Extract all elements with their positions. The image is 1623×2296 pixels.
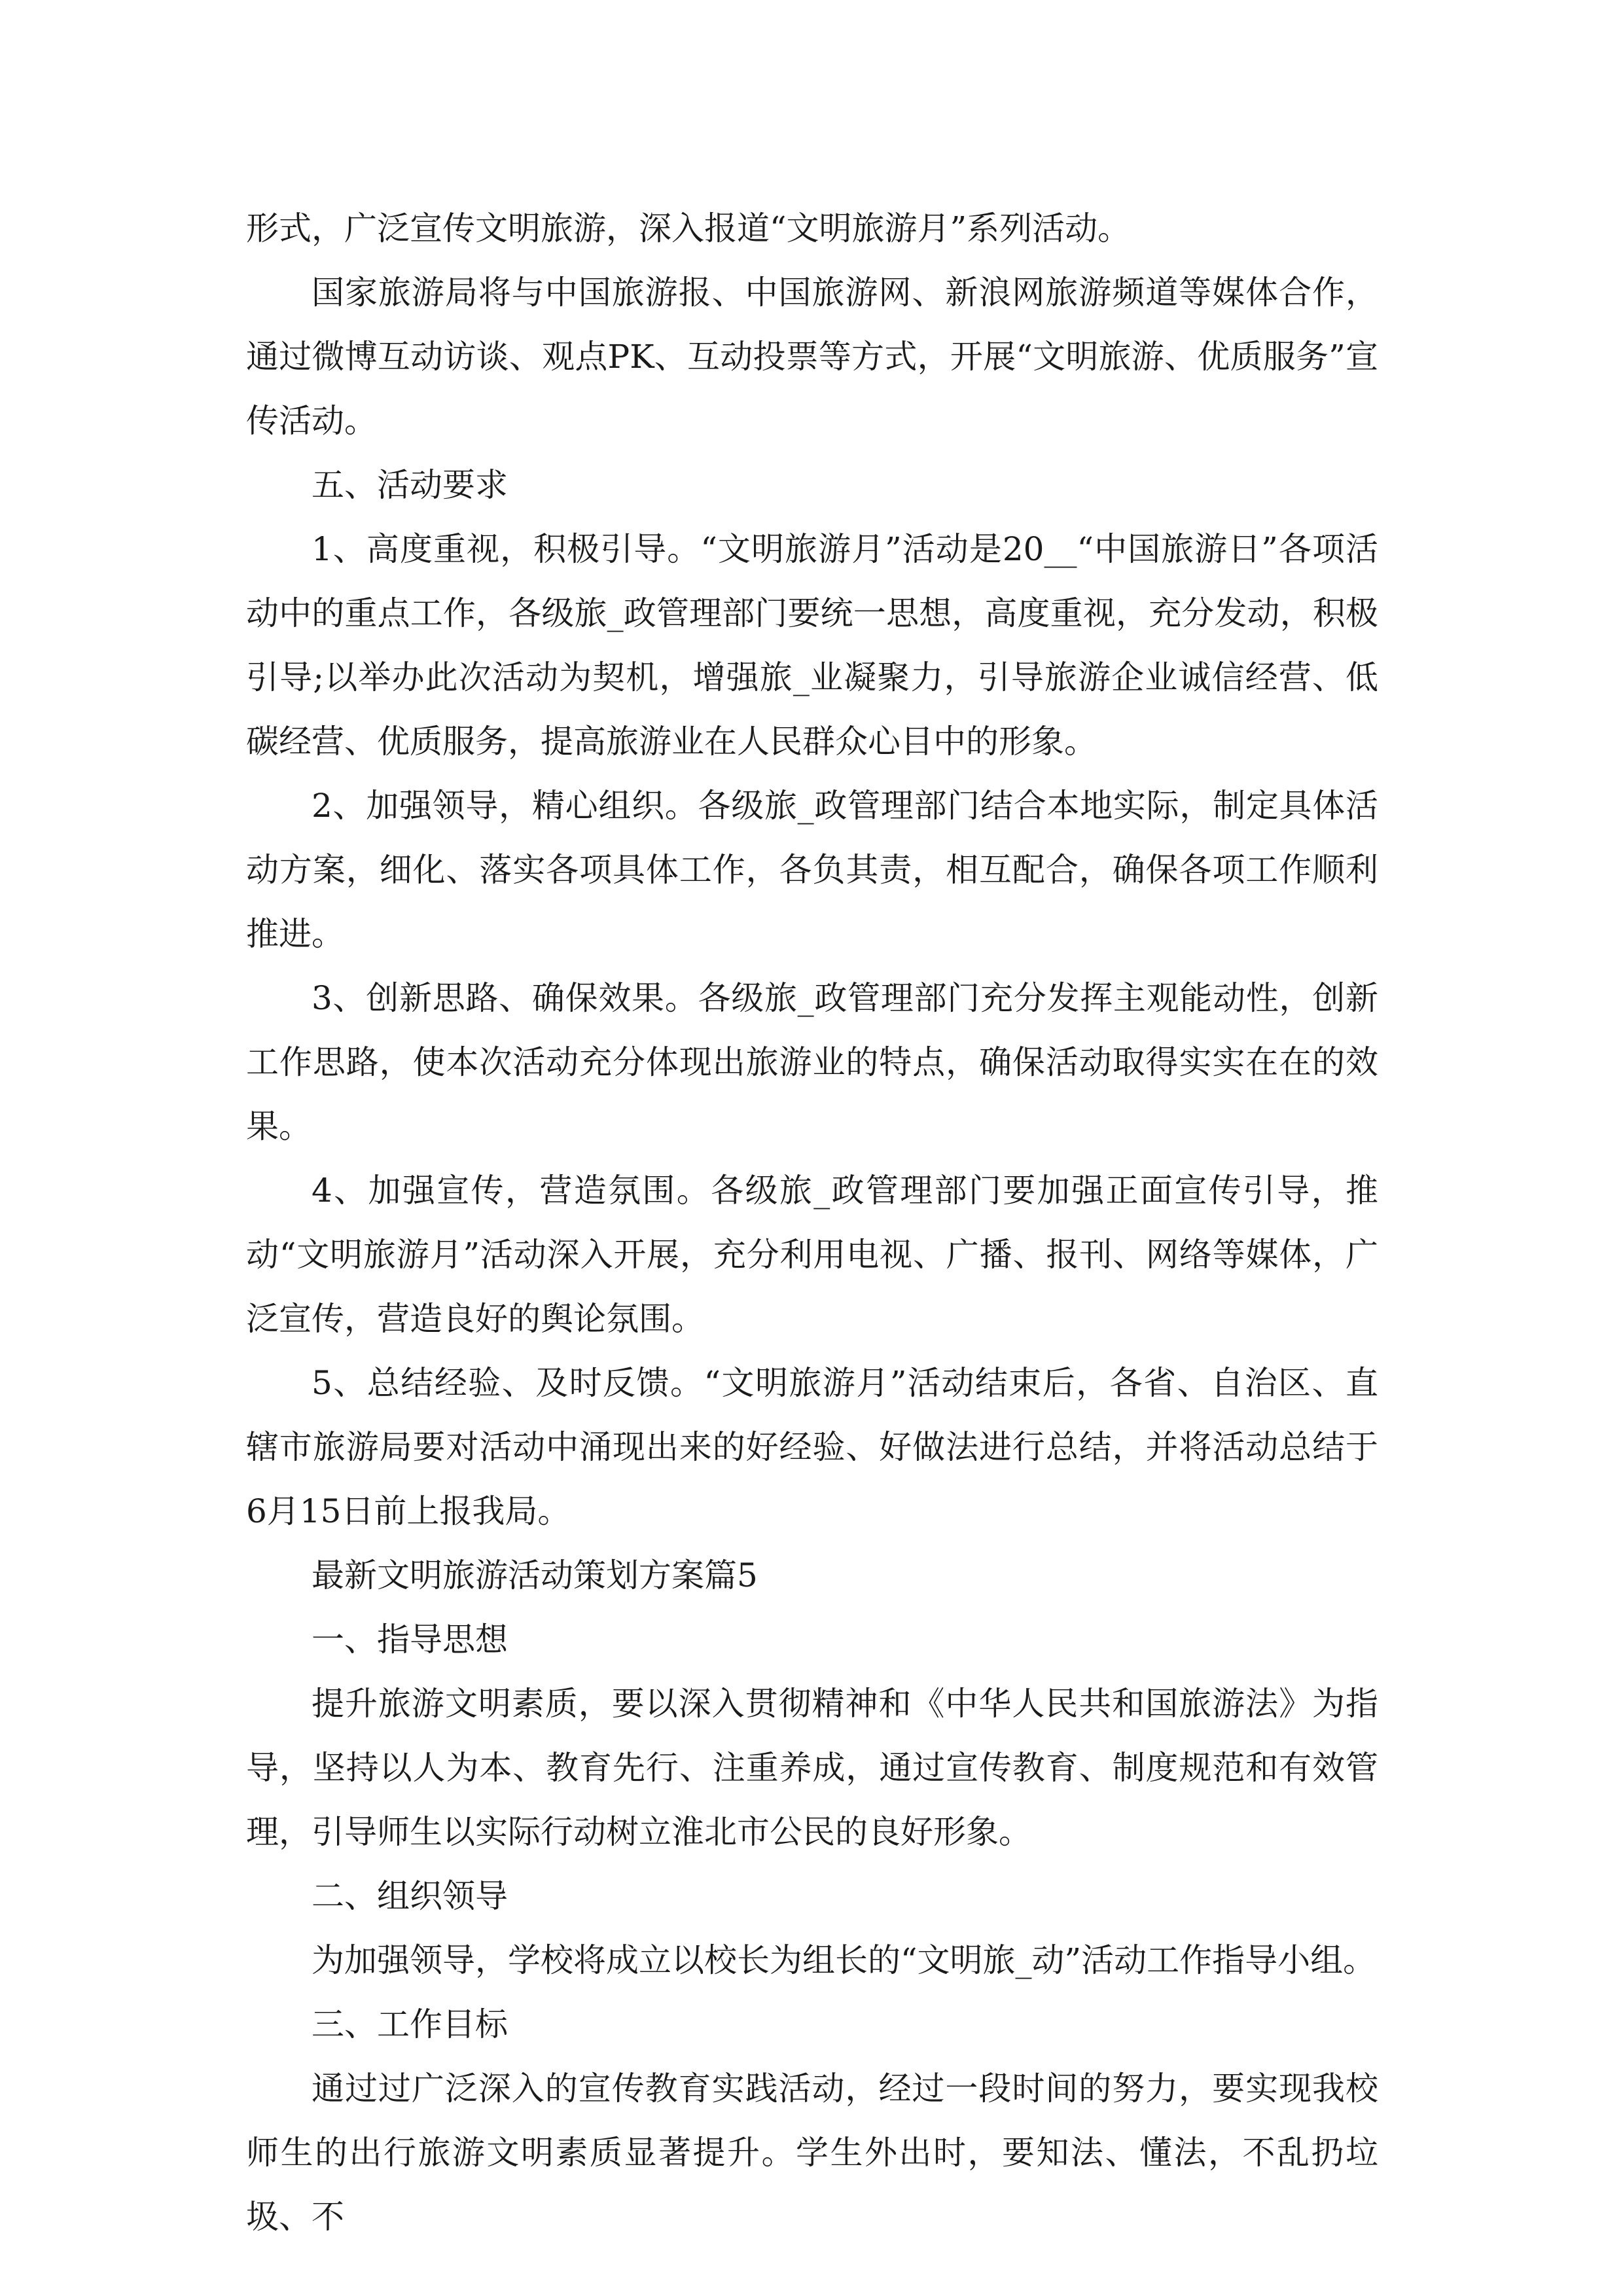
paragraph-media-cooperation: 国家旅游局将与中国旅游报、中国旅游网、新浪网旅游频道等媒体合作，通过微博互动访谈、观点PK、互动投票等方式，开展“文明旅游、优质服务”宣传活动。 — [246, 274, 1378, 440]
paragraph-requirement-2: 2、加强领导，精心组织。各级旅_政管理部门结合本地实际，制定具体活动方案，细化、落实各项具体工作，各负其责，相互配合，确保各项工作顺利推进。 — [246, 787, 1378, 953]
section-heading-requirements: 五、活动要求 — [312, 466, 508, 504]
paragraph-requirement-5: 5、总结经验、及时反馈。“文明旅游月”活动结束后，各省、自治区、直辖市旅游局要对活动中涌现出来的好经验、好做法进行总结，并将活动总结于6月15日前上报我局。 — [246, 1364, 1378, 1530]
section-heading-leadership: 二、组织领导 — [312, 1877, 508, 1915]
paragraph-requirement-4: 4、加强宣传，营造氛围。各级旅_政管理部门要加强正面宣传引导，推动“文明旅游月”活动深入开展，充分利用电视、广播、报刊、网络等媒体，广泛宣传，营造良好的舆论氛围。 — [246, 1172, 1378, 1338]
section-heading-guiding-ideology: 一、指导思想 — [312, 1621, 508, 1659]
paragraph-requirement-1: 1、高度重视，积极引导。“文明旅游月”活动是20__“中国旅游日”各项活动中的重点工作，各级旅_政管理部门要统一思想，高度重视，充分发动，积极引导;以举办此次活动为契机，增强旅_业凝聚力，引导旅游企业诚信经营、低碳经营、优质服务，提高旅游业在人民群众心目中的形象。 — [246, 530, 1378, 761]
document-body — [246, 196, 1378, 2249]
article-title-part-5: 最新文明旅游活动策划方案篇5 — [312, 1556, 758, 1594]
paragraph-leadership: 为加强领导，学校将成立以校长为组长的“文明旅_动”活动工作指导小组。 — [312, 1941, 1376, 1979]
paragraph-work-goals: 通过过广泛深入的宣传教育实践活动，经过一段时间的努力，要实现我校师生的出行旅游文明素质显著提升。学生外出时，要知法、懂法，不乱扔垃圾、不 — [246, 2070, 1378, 2236]
paragraph-requirement-3: 3、创新思路、确保效果。各级旅_政管理部门充分发挥主观能动性，创新工作思路，使本次活动充分体现出旅游业的特点，确保活动取得实实在在的效果。 — [246, 979, 1378, 1145]
section-heading-work-goals: 三、工作目标 — [312, 2005, 508, 2043]
paragraph-continuation: 形式，广泛宣传文明旅游，深入报道“文明旅游月”系列活动。 — [246, 209, 1131, 247]
paragraph-guiding-ideology: 提升旅游文明素质，要以深入贯彻精神和《中华人民共和国旅游法》为指导，坚持以人为本、教育先行、注重养成，通过宣传教育、制度规范和有效管理，引导师生以实际行动树立淮北市公民的良好形象。 — [246, 1685, 1378, 1851]
